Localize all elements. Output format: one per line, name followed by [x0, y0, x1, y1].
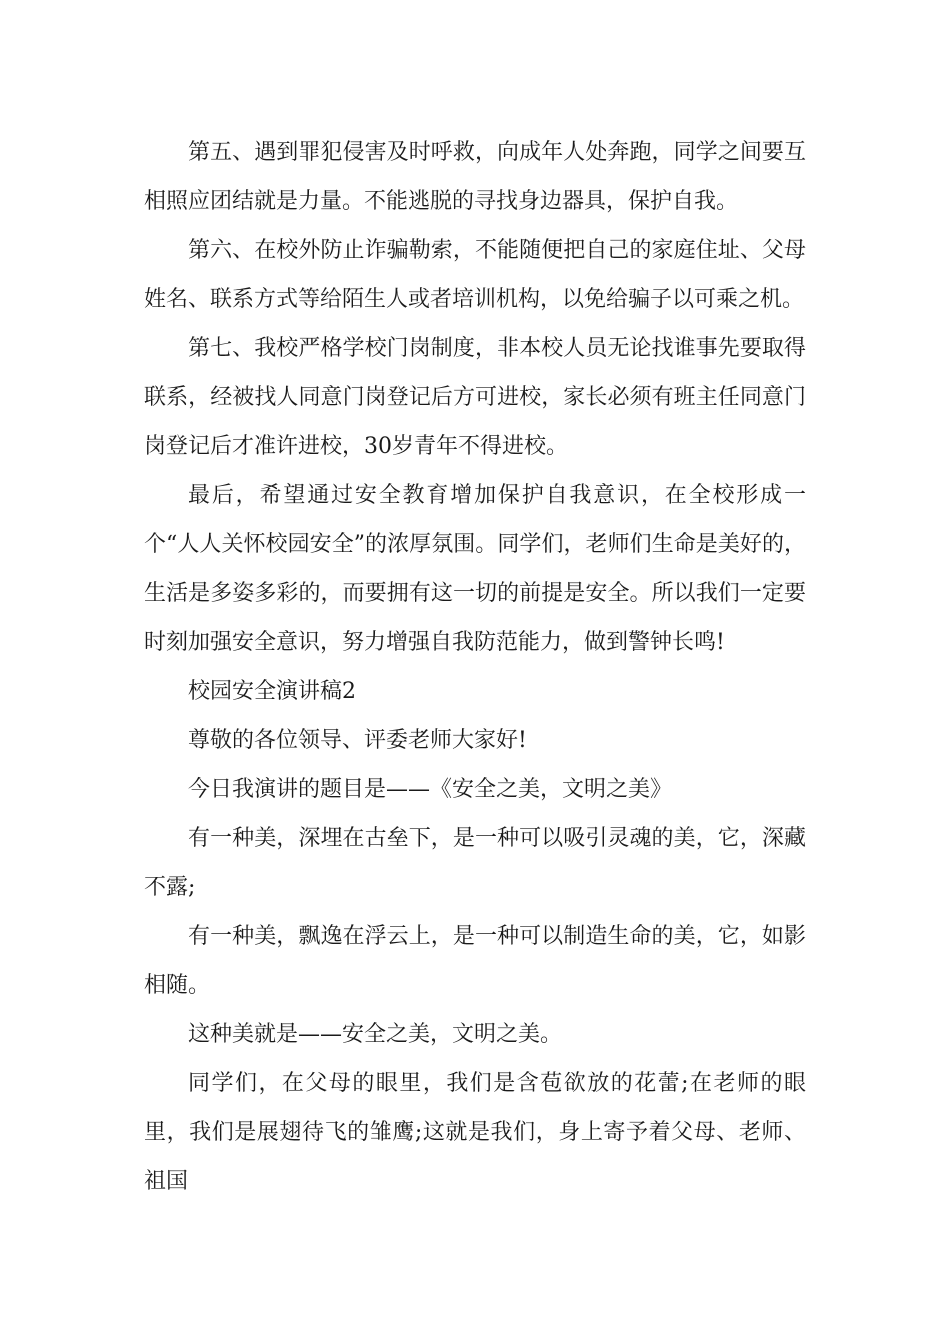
section-heading: 校园安全演讲稿2 [188, 679, 356, 704]
paragraph-beauty-one: 有一种美，深埋在古垒下，是一种可以吸引灵魂的美，它，深藏不露; [144, 826, 806, 900]
paragraph-beauty-summary: 这种美就是——安全之美，文明之美。 [188, 1022, 563, 1047]
document-body [144, 128, 806, 1206]
paragraph-point-seven: 第七、我校严格学校门岗制度，非本校人员无论找谁事先要取得联系，经被找人同意门岗登记后方可进校，家长必须有班主任同意门岗登记后才准许进校，30岁青年不得进校。 [144, 336, 806, 459]
salutation: 尊敬的各位领导、评委老师大家好! [188, 728, 527, 753]
paragraph-students: 同学们，在父母的眼里，我们是含苞欲放的花蕾;在老师的眼里，我们是展翅待飞的雏鹰;这就是我们，身上寄予着父母、老师、祖国 [144, 1071, 806, 1194]
paragraph-conclusion: 最后，希望通过安全教育增加保护自我意识，在全校形成一个“人人关怀校园安全”的浓厚氛围。同学们，老师们生命是美好的，生活是多姿多彩的，而要拥有这一切的前提是安全。所以我们一定要时刻加强安全意识，努力增强自我防范能力，做到警钟长鸣! [144, 483, 806, 655]
paragraph-point-six: 第六、在校外防止诈骗勒索，不能随便把自己的家庭住址、父母姓名、联系方式等给陌生人或者培训机构，以免给骗子以可乘之机。 [144, 238, 806, 312]
paragraph-point-five: 第五、遇到罪犯侵害及时呼救，向成年人处奔跑，同学之间要互相照应团结就是力量。不能逃脱的寻找身边器具，保护自我。 [144, 140, 806, 214]
paragraph-beauty-two: 有一种美，飘逸在浮云上，是一种可以制造生命的美，它，如影相随。 [144, 924, 806, 998]
speech-title-line: 今日我演讲的题目是——《安全之美，文明之美》 [188, 777, 673, 802]
